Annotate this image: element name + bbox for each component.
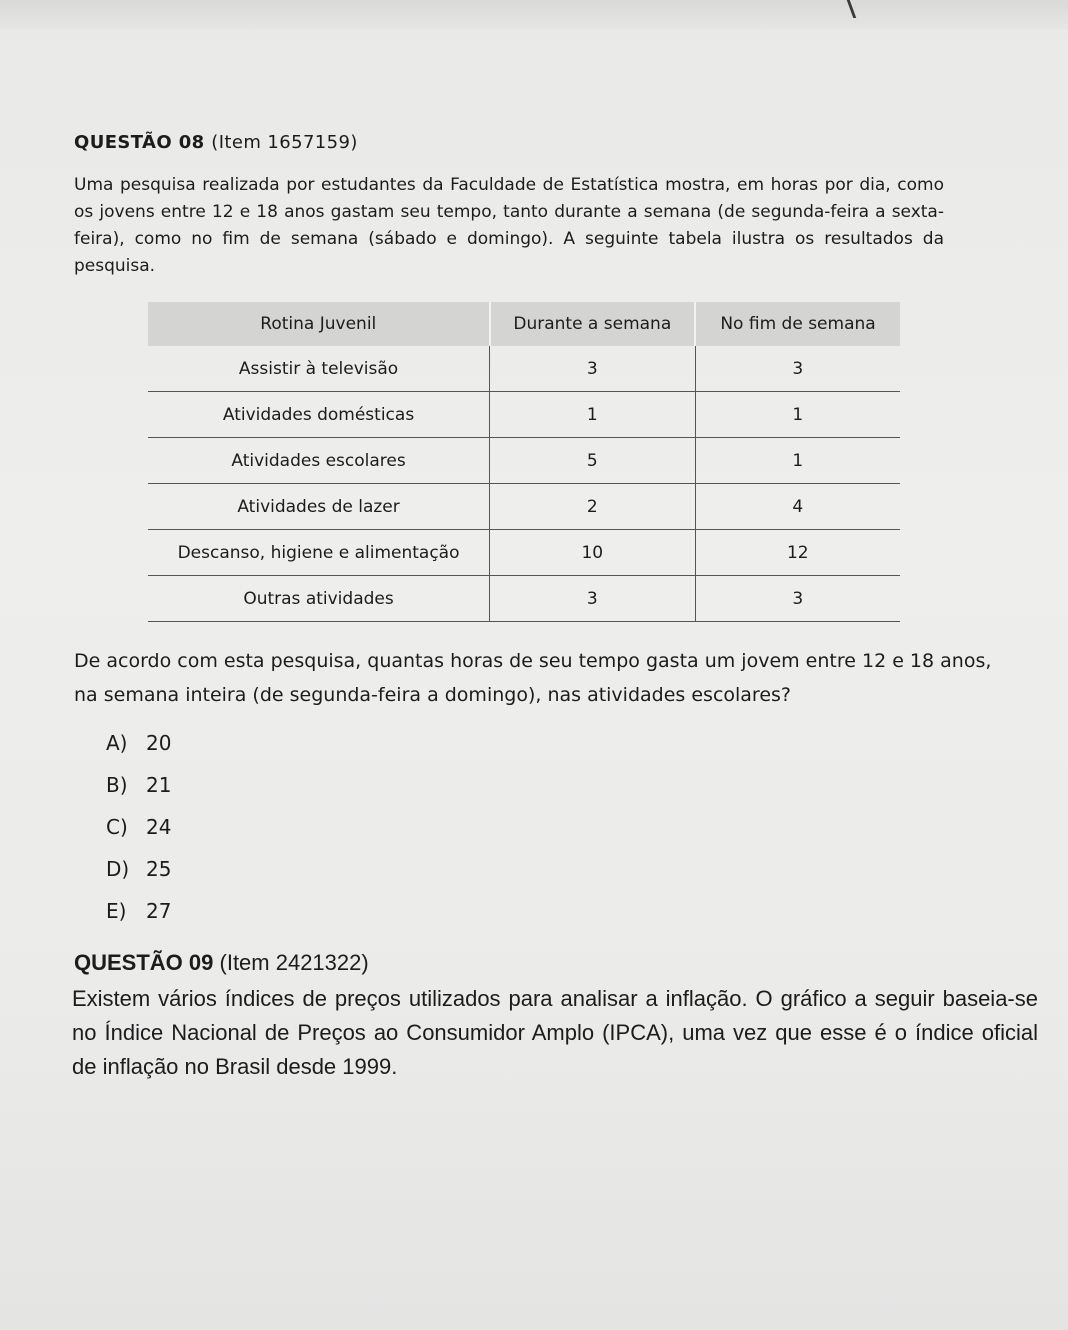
table-header-cell: Rotina Juvenil <box>148 302 490 346</box>
table-header-cell: Durante a semana <box>490 302 695 346</box>
option-value: 25 <box>146 857 172 881</box>
table-row <box>148 530 900 576</box>
table-cell-weekday: 3 <box>490 576 695 622</box>
option-value: 24 <box>146 815 172 839</box>
table-cell-activity: Assistir à televisão <box>148 346 490 392</box>
table-cell-activity: Outras atividades <box>148 576 490 622</box>
question-08-item-code: (Item 1657159) <box>211 132 358 153</box>
table-cell-activity: Atividades de lazer <box>148 484 490 530</box>
option-letter: C) <box>106 815 128 839</box>
table-cell-weekday: 5 <box>490 438 695 484</box>
option-e[interactable] <box>106 890 171 932</box>
option-letter: E) <box>106 899 127 923</box>
question-09-text: Existem vários índices de preços utilizados para analisar a inflação. O gráfico a seguir baseia-se no Índice Nacional de Preços ao Consumidor Amplo (IPCA), uma vez que esse é o índice oficial de inflação no Brasil desde 1999. <box>72 986 1038 1079</box>
background-cable <box>817 0 857 18</box>
table-cell-activity: Atividades domésticas <box>148 392 490 438</box>
question-08-number: QUESTÃO 08 <box>74 132 205 153</box>
table-cell-weekend: 12 <box>695 530 900 576</box>
table-row <box>148 438 900 484</box>
option-value: 27 <box>146 899 172 923</box>
option-value: 20 <box>146 731 172 755</box>
exam-sheet <box>0 22 1068 1330</box>
table-cell-weekend: 3 <box>695 346 900 392</box>
table-cell-weekend: 4 <box>695 484 900 530</box>
option-b[interactable] <box>106 764 171 806</box>
option-letter: B) <box>106 773 128 797</box>
table-cell-weekday: 3 <box>490 346 695 392</box>
table-row <box>148 392 900 438</box>
table-row <box>148 484 900 530</box>
question-09-number: QUESTÃO 09 <box>74 950 214 975</box>
table-header-cell: No fim de semana <box>695 302 900 346</box>
table-cell-activity: Atividades escolares <box>148 438 490 484</box>
table-cell-weekday: 1 <box>490 392 695 438</box>
question-08-prompt: De acordo com esta pesquisa, quantas horas de seu tempo gasta um jovem entre 12 e 18 anos, na semana inteira (de segunda-feira a domingo), nas atividades escolares? <box>74 650 992 706</box>
option-value: 21 <box>146 773 172 797</box>
table-cell-weekday: 2 <box>490 484 695 530</box>
question-09-title <box>74 950 369 976</box>
question-08-intro: Uma pesquisa realizada por estudantes da Faculdade de Estatística mostra, em horas por dia, como os jovens entre 12 e 18 anos gastam seu tempo, tanto durante a semana (de segunda-feira a sexta-feira), como no fim de semana (sábado e domingo). A seguinte tabela ilustra os resultados da pesquisa. <box>74 175 944 276</box>
routine-table <box>148 302 900 622</box>
option-a[interactable] <box>106 722 171 764</box>
question-09-item-code: (Item 2421322) <box>219 950 369 975</box>
option-d[interactable] <box>106 848 171 890</box>
question-08-title <box>74 132 358 153</box>
option-letter: A) <box>106 731 128 755</box>
option-c[interactable] <box>106 806 171 848</box>
table-row <box>148 346 900 392</box>
table-header-row <box>148 302 900 346</box>
table-cell-weekday: 10 <box>490 530 695 576</box>
table-cell-weekend: 3 <box>695 576 900 622</box>
answer-options <box>106 722 171 932</box>
table-cell-weekend: 1 <box>695 392 900 438</box>
option-letter: D) <box>106 857 130 881</box>
table-cell-activity: Descanso, higiene e alimentação <box>148 530 490 576</box>
table-cell-weekend: 1 <box>695 438 900 484</box>
table-row <box>148 576 900 622</box>
